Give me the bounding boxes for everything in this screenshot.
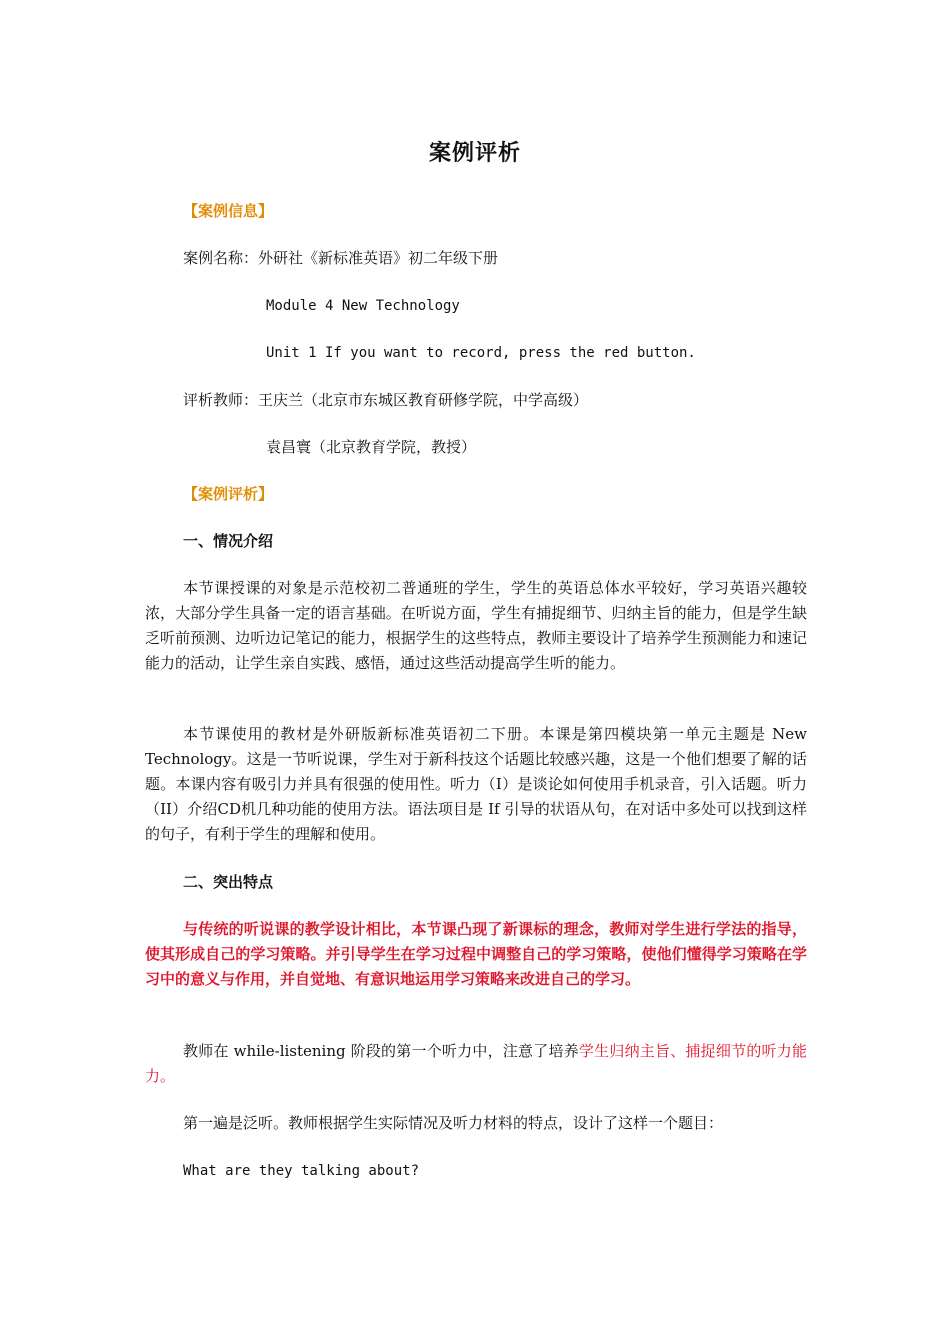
reviewer-row	[183, 388, 588, 412]
heading-features: 二、突出特点	[183, 873, 274, 891]
case-name-value: 外研社《新标准英语》初二年级下册	[258, 249, 499, 267]
paragraph-first-listen: 第一遍是泛听。教师根据学生实际情况及听力材料的特点，设计了这样一个题目：	[183, 1114, 724, 1132]
while-listening-text: 教师在 while-listening 阶段的第一个听力中，注意了培养	[183, 1042, 579, 1060]
section-review-label: 【案例评析】	[183, 485, 274, 503]
unit-line: Unit 1 If you want to record, press the red button.	[266, 345, 696, 361]
paragraph-while-listening	[145, 1039, 807, 1089]
paragraph-situation-2: 本节课使用的教材是外研版新标准英语初二下册。本课是第四模块第一单元主题是 New Technology。这是一节听说课，学生对于新科技这个话题比较感兴趣，这是一个他们想要了解的话题。本课内容有吸引力并具有很强的使用性。听力（I）是谈论如何使用手机录音，引入话题。听力（II）介绍CD机几种功能的使用方法。语法项目是 If 引导的状语从句，在对话中多处可以找到这样的句子，有利于学生的理解和使用。	[145, 725, 807, 843]
section-info-label: 【案例信息】	[183, 202, 274, 220]
case-name-row	[183, 246, 498, 270]
reviewer-label: 评析教师：	[183, 391, 259, 409]
heading-situation: 一、情况介绍	[183, 532, 274, 550]
page-title: 案例评析	[428, 140, 521, 166]
reviewer-1: 王庆兰（北京市东城区教育研修学院，中学高级）	[258, 391, 589, 409]
question-line: What are they talking about?	[183, 1163, 420, 1179]
paragraph-features-highlight: 与传统的听说课的教学设计相比，本节课凸现了新课标的理念，教师对学生进行学法的指导，使其形成自己的学习策略。并引导学生在学习过程中调整自己的学习策略，使他们懂得学习策略在学习中的意义与作用，并自觉地、有意识地运用学习策略来改进自己的学习。	[145, 920, 807, 988]
reviewer-2: 袁昌寰（北京教育学院，教授）	[266, 438, 477, 456]
paragraph-situation-1: 本节课授课的对象是示范校初二普通班的学生，学生的英语总体水平较好，学习英语兴趣较浓，大部分学生具备一定的语言基础。在听说方面，学生有捕捉细节、归纳主旨的能力，但是学生缺乏听前预测、边听边记笔记的能力，根据学生的这些特点，教师主要设计了培养学生预测能力和速记能力的活动，让学生亲自实践、感悟，通过这些活动提高学生听的能力。	[145, 579, 807, 672]
module-line: Module 4 New Technology	[266, 298, 460, 314]
case-name-label: 案例名称：	[183, 249, 259, 267]
while-listening-emphasis: 学生归纳主旨、捕捉细节的听力能力。	[145, 1042, 807, 1085]
